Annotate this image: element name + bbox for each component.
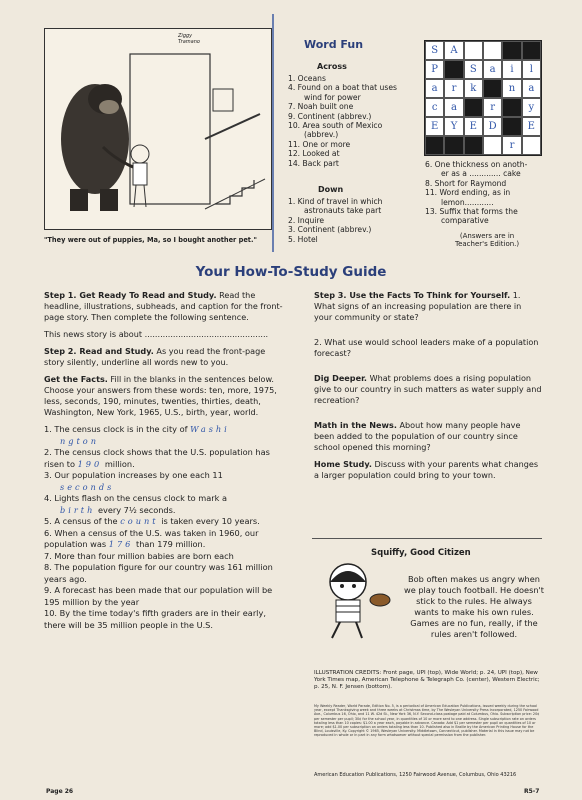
answers-note-line: Teacher's Edition.) <box>455 240 520 248</box>
clue: lemon............ <box>441 197 494 207</box>
item-3-cont <box>44 482 284 494</box>
cartoon-signature: Ziggy Tramano <box>178 33 200 45</box>
guide-title: Your How-To-Study Guide <box>195 264 387 280</box>
grid-cell-black <box>444 136 463 155</box>
handwritten-answer: birth <box>60 504 96 515</box>
grid-cell[interactable]: P <box>425 60 444 79</box>
grid-cell[interactable]: r <box>502 136 521 155</box>
item-8 <box>44 562 284 585</box>
item-text: 4. Lights flash on the census clock to mark a <box>44 493 228 503</box>
grid-cell-black <box>502 117 521 136</box>
grid-cell[interactable]: D <box>483 117 502 136</box>
step-1-head: Step 1. Get Ready To Read and Study. <box>44 290 217 300</box>
answers-note-line: (Answers are in <box>459 232 515 240</box>
grid-cell[interactable] <box>464 41 483 60</box>
grid-cell[interactable]: E <box>425 117 444 136</box>
handwritten-answer: seconds <box>60 481 115 492</box>
across-clues <box>288 74 397 168</box>
grid-cell[interactable]: r <box>444 79 463 98</box>
grid-cell-black <box>522 41 541 60</box>
clue: 9. Continent (abbrev.) <box>288 111 372 121</box>
item-7 <box>44 551 284 563</box>
item-text: 7. More than four million babies are born each <box>44 550 234 561</box>
math-head: Math in the News. <box>314 420 397 430</box>
grid-cell[interactable] <box>483 41 502 60</box>
divider-line <box>272 14 274 252</box>
news-story-about: This news story is about ................................................ <box>44 329 269 339</box>
grid-cell[interactable]: k <box>464 79 483 98</box>
get-facts <box>44 374 284 418</box>
step-1-text: Read the headline, illustrations, subheads, and caption for the front-page story. Then complete the following sentence. <box>44 290 283 322</box>
item-3 <box>44 470 284 482</box>
grid-cell[interactable]: a <box>483 60 502 79</box>
down-clues-right <box>425 160 527 226</box>
item-1-cont <box>44 436 284 448</box>
grid-cell[interactable]: Y <box>444 117 463 136</box>
step-3-text: 1. What signs of an increasing population are there in your community or state? <box>314 290 522 322</box>
clue: wind for power <box>304 92 361 102</box>
clue: 11. Word ending, as in <box>425 188 511 198</box>
grid-cell[interactable]: l <box>522 60 541 79</box>
clue: (abbrev.) <box>304 130 339 140</box>
step-3-q2: 2. What use would school leaders make of a population forecast? <box>314 337 539 358</box>
clue: 8. Short for Raymond <box>425 178 507 188</box>
item-tail: million. <box>104 458 135 469</box>
squiffy-title: Squiffy, Good Citizen <box>371 548 471 558</box>
clue: 4. Found on a boat that uses <box>288 83 397 93</box>
item-6 <box>44 528 284 551</box>
handwritten-answer: count <box>120 516 159 526</box>
handwritten-answer: 190 <box>77 458 103 469</box>
home-study-text: Discuss with your parents what changes a larger population could bring to your town. <box>314 459 539 480</box>
item-5 <box>44 516 284 528</box>
across-heading: Across <box>317 62 347 71</box>
clue: 5. Hotel <box>288 234 318 244</box>
page-number: Page 26 <box>46 788 74 795</box>
grid-cell[interactable]: a <box>425 79 444 98</box>
clue: 11. One or more <box>288 139 351 149</box>
item-text: 10. By the time today's fifth graders are in their early <box>44 608 264 618</box>
get-facts-text: Fill in the blanks in the sentences below. Choose your answers from these words: ten, more, 1975, less, seconds, 190, minutes, twenties, thirties, death, Washington, New York, 1965, U.S., birth, year, world. <box>44 374 277 417</box>
item-text: 5. A census of the <box>44 516 118 526</box>
grid-cell[interactable]: E <box>464 117 483 136</box>
item-text: 2. The census clock shows that the U.S. population has risen to <box>44 447 270 469</box>
clue: 10. Area south of Mexico <box>288 121 383 131</box>
step-2-head: Step 2. Read and Study. <box>44 346 154 356</box>
dig-deeper <box>314 373 542 406</box>
clue: 2. Inquire <box>288 215 325 225</box>
crossword-grid[interactable] <box>424 40 542 156</box>
grid-cell[interactable]: a <box>444 98 463 117</box>
grid-cell-black <box>502 98 521 117</box>
grid-cell[interactable] <box>483 136 502 155</box>
item-text: 6. When a census of the U.S. was taken in 1960, our population was <box>44 527 259 549</box>
cartoon-caption: "They were out of puppies, Ma, so I bought another pet." <box>44 236 257 244</box>
handwritten-answer: ngton <box>60 435 100 446</box>
clue: 14. Back part <box>288 158 339 168</box>
dig-deeper-head: Dig Deeper. <box>314 373 367 383</box>
home-study <box>314 459 542 481</box>
clue: comparative <box>441 216 489 226</box>
clue: 1. Kind of travel in which <box>288 197 383 206</box>
publisher-line: American Education Publications, 1250 Fairwood Avenue, Columbus, Ohio 43216 <box>314 772 517 778</box>
step-2 <box>44 346 284 368</box>
item-10 <box>44 608 284 631</box>
down-heading: Down <box>318 185 344 194</box>
squiffy-illustration <box>318 560 398 646</box>
grid-cell-black <box>425 136 444 155</box>
grid-cell[interactable]: r <box>483 98 502 117</box>
item-4-cont <box>44 505 284 517</box>
grid-cell-black <box>502 41 521 60</box>
cartoon-illustration <box>45 29 271 229</box>
grid-cell[interactable]: a <box>522 79 541 98</box>
grid-cell[interactable]: i <box>502 60 521 79</box>
step-3 <box>314 290 542 323</box>
clue: 13. Suffix that forms the <box>425 207 518 217</box>
item-text: 3. Our population increases by one each 11 <box>44 470 223 480</box>
step-3-head: Step 3. Use the Facts To Think for Yourself. <box>314 290 511 300</box>
item-text: 8. The population figure for our country was 161 million <box>44 562 273 572</box>
grid-cell[interactable]: E <box>522 117 541 136</box>
clue: er as a ............. cake <box>441 169 521 179</box>
grid-cell[interactable]: S <box>464 60 483 79</box>
clue: 6. One thickness on anoth- <box>425 160 528 169</box>
item-tail: is taken every 10 years. <box>161 516 260 526</box>
grid-cell-black <box>464 98 483 117</box>
guide-right-column <box>314 290 542 487</box>
item-tail: , there will be 35 million people in the U.S. <box>44 608 266 630</box>
get-facts-head: Get the Facts. <box>44 374 108 384</box>
grid-cell[interactable]: S <box>425 41 444 60</box>
guide-left-column <box>44 290 284 631</box>
grid-cell[interactable]: A <box>444 41 463 60</box>
grid-cell[interactable]: n <box>502 79 521 98</box>
grid-cell[interactable]: c <box>425 98 444 117</box>
handwritten-answer: Washi <box>190 424 230 434</box>
word-fun-title: Word Fun <box>304 38 364 51</box>
squiffy-rule <box>312 538 542 539</box>
item-tail: years ago. <box>44 573 87 584</box>
item-4 <box>44 493 284 505</box>
grid-cell-black <box>464 136 483 155</box>
grid-cell-black <box>483 79 502 98</box>
item-text: 1. The census clock is in the city of <box>44 424 188 434</box>
handwritten-answer: 176 <box>108 539 134 549</box>
grid-cell[interactable]: y <box>522 98 541 117</box>
clue: 7. Noah built one <box>288 102 354 112</box>
item-9 <box>44 585 284 608</box>
clue: astronauts take part <box>304 206 382 216</box>
fine-print: My Weekly Reader, World Parade, Edition No. 5, is a periodical of American Education Publications, issued weekly during the school year, except Thanksgiving week and three weeks at Christmas time, by The Wesleyan University Press Incorporated, 1250 Fairwood Ave., Columbus 16, Ohio, and 11 W. 42d St., New York 36, N.Y. Second-class postage paid at Columbus, Ohio. Subscription price: 20¢ per semester per pupil; 30¢ for the school year, in quantities of 10 or more sent to one address. Single subscription rate on orders totaling less than 10 copies: $1.00 a year each, payable in advance. Canada: Add $1 per semester per pupil on quantities of 10 or more; add $1.00 per subscription on orders totaling less than 10. Published also in Braille by the American Printing House for the Blind, Louisville, Ky. Copyright © 1965, Wesleyan University. Middletown, Connecticut, publisher. Material in this issue may not be reproduced in whole or in part in any form whatsoever without special permission from the publisher. <box>314 704 540 738</box>
item-text: 9. A forecast has been made that our population will be 195 million by the year <box>44 585 273 607</box>
answers-note <box>455 232 519 248</box>
home-study-head: Home Study. <box>314 459 372 469</box>
clue: 3. Continent (abbrev.) <box>288 225 372 235</box>
item-2 <box>44 447 284 470</box>
item-1 <box>44 424 284 436</box>
item-tail: than 179 million. <box>136 539 206 549</box>
step-2-text: As you read the front-page story silently, underline all words new to you. <box>44 346 266 367</box>
grid-cell-black <box>444 60 463 79</box>
math-text: About how many people have been added to the population of our country since school opened this morning? <box>314 420 521 452</box>
dig-deeper-text: What problems does a rising population give to our country in such matters as water supply and recreation? <box>314 373 542 405</box>
clue: 12. Looked at <box>288 149 340 159</box>
issue-code: R5-7 <box>524 788 540 795</box>
illustration-credits: ILLUSTRATION CREDITS: Front page, UPI (top), Wide World; p. 24, UPI (top), New York Times map, American Telephone & Telegraph Co. (center), Western Electric; p. 25, N. F. Jensen (bottom). <box>314 670 540 690</box>
grid-cell[interactable] <box>522 136 541 155</box>
item-tail: every 7½ seconds. <box>97 504 176 515</box>
math-in-news <box>314 420 542 453</box>
cartoon-panel <box>44 28 272 230</box>
down-clues <box>288 197 382 244</box>
squiffy-text: Bob often makes us angry when we play touch football. He doesn't stick to the rules. He always wants to make his own rules. Games are no fun, really, if the rules aren't followed. <box>404 574 545 639</box>
clue: 1. Oceans <box>288 74 326 83</box>
step-1 <box>44 290 284 323</box>
